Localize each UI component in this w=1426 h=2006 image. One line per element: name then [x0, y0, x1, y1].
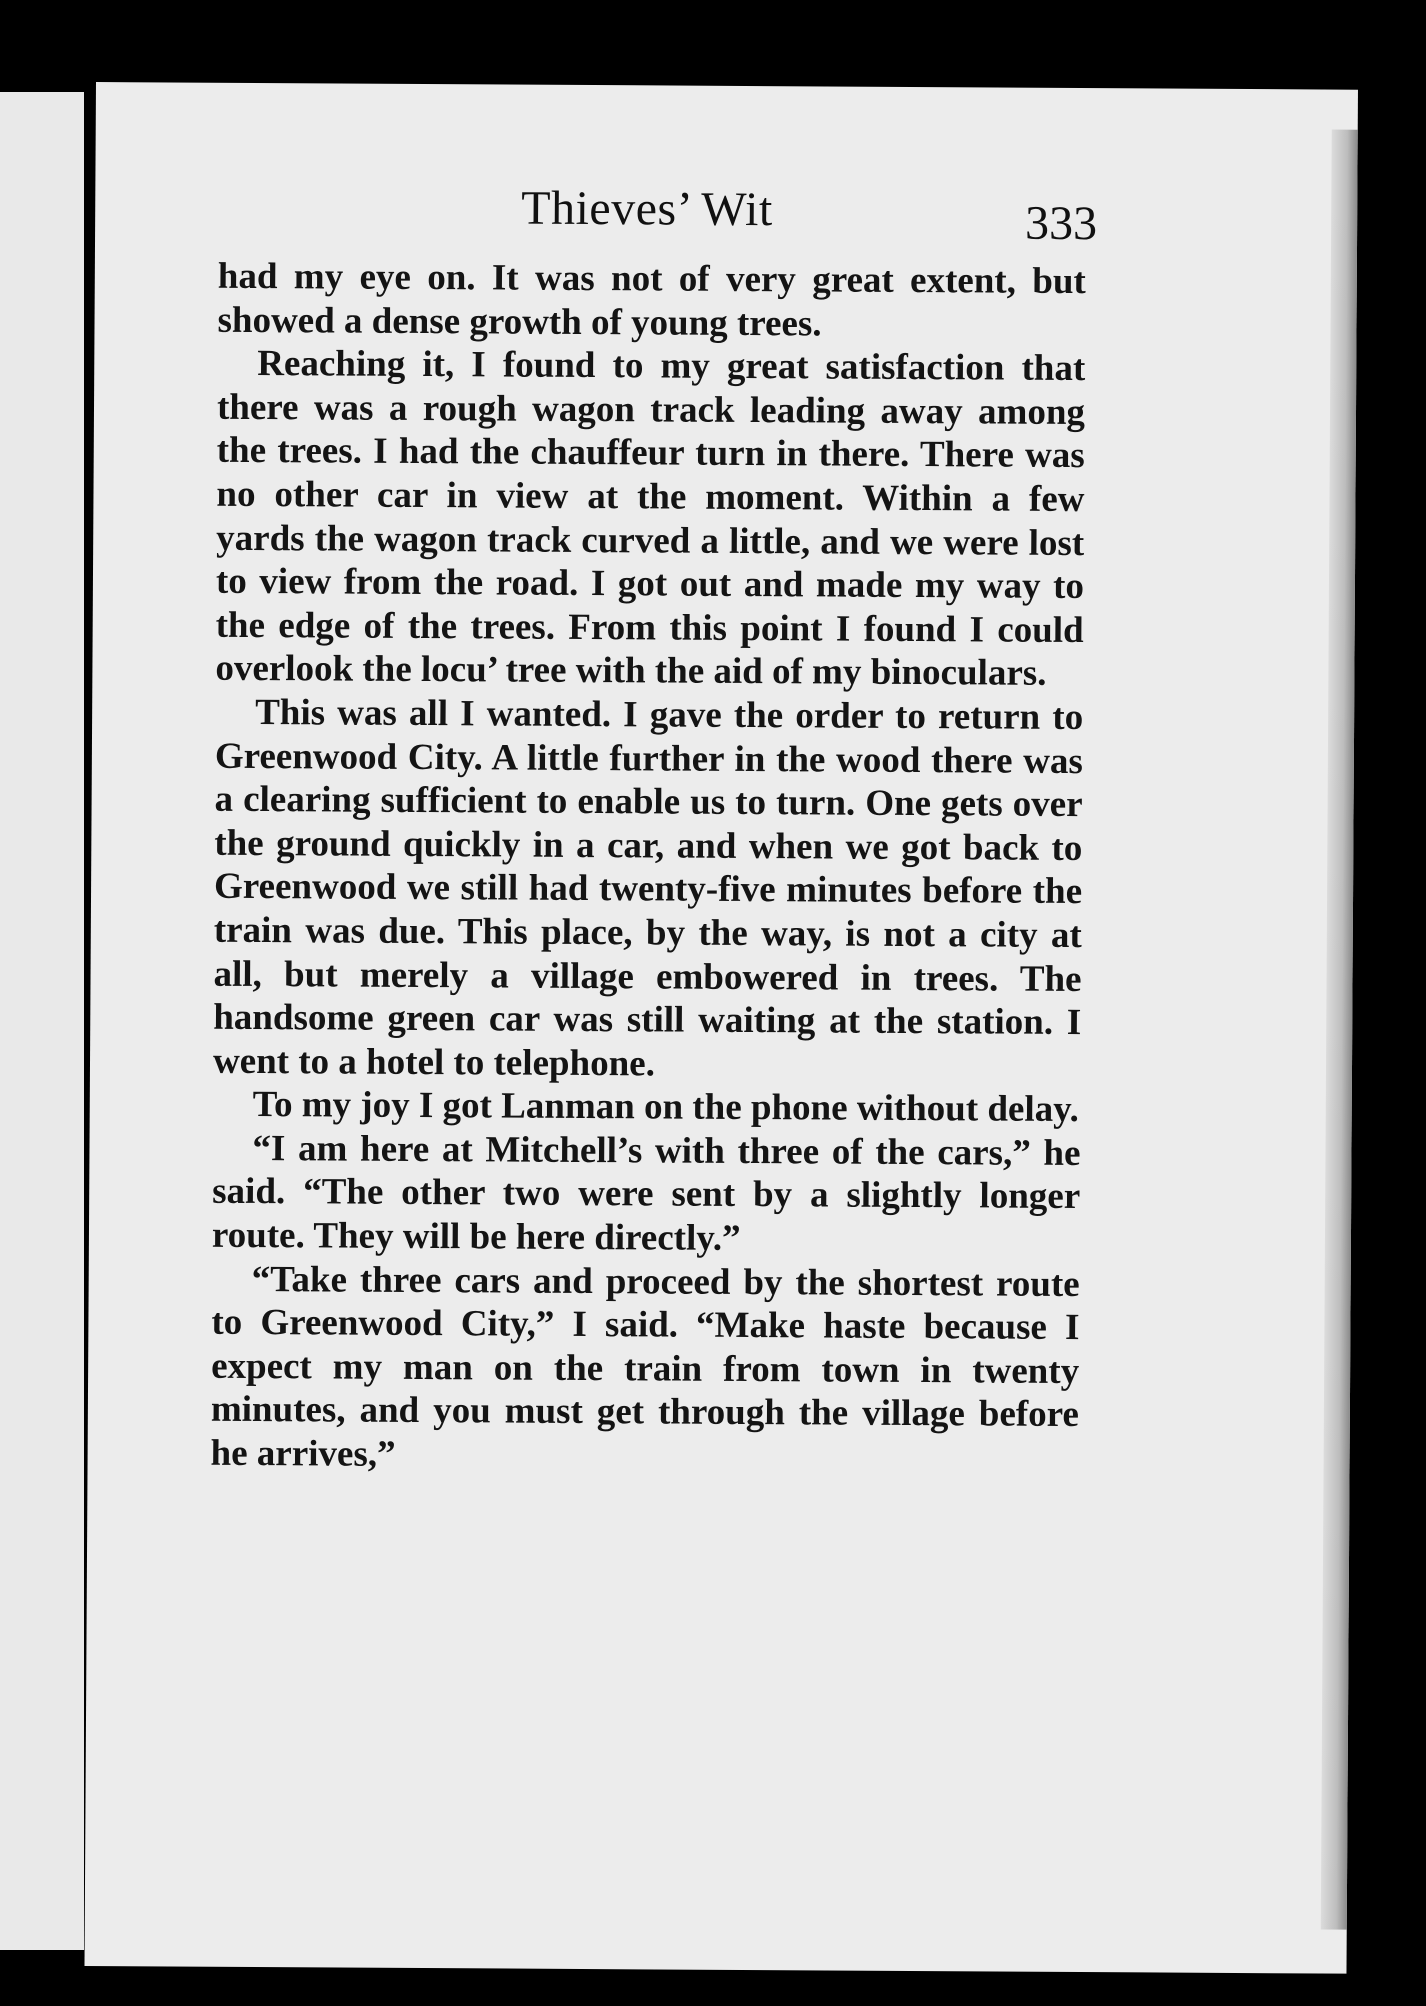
body-text	[210, 255, 1085, 1481]
page-stack-edge	[1321, 130, 1358, 1930]
paragraph: To my joy I got Lanman on the phone without delay.	[252, 1084, 1080, 1131]
paragraph: This was all I wanted. I gave the order to return to Greenwood City. A little further in the wood there was a clearing sufficient to enable us to turn. One gets over the ground quickly in a car, and when we got back to Greenwood we still had twenty-five minutes before the train was due. This place, by the way, is not a city at all, but merely a village embowered in trees. The handsome green car was still waiting at the station. I went to a hotel to telephone.	[212, 691, 1084, 1085]
facing-page-edge	[0, 92, 84, 1950]
page-number: 333	[1024, 196, 1098, 251]
paragraph: had my eye on. It was not of very great extent, but showed a dense growth of young trees.	[217, 255, 1086, 345]
paragraph: “Take three cars and proceed by the shortest route to Greenwood City,” I said. “Make haste because I expect my man on the train from town in twenty minutes, and you must get through the village before he arrives,”	[210, 1258, 1080, 1475]
paragraph: “I am here at Mitchell’s with three of the cars,” he said. “The other two were sent by a slightly longer route. They will be here directly.”	[211, 1127, 1081, 1260]
paragraph: Reaching it, I found to my great satisfaction that there was a rough wagon track leading away among the trees. I had the chauffeur turn in there. There was no other car in view at the moment. Within a few yards the wagon track curved a little, and we were lost to view from the road. I got out and made my way to the edge of the trees. From this point I found I could overlook the locu’ tree with the aid of my binoculars.	[215, 343, 1086, 695]
running-head	[95, 178, 1357, 251]
book-page	[84, 82, 1357, 1974]
running-title: Thieves’ Wit	[521, 181, 773, 237]
